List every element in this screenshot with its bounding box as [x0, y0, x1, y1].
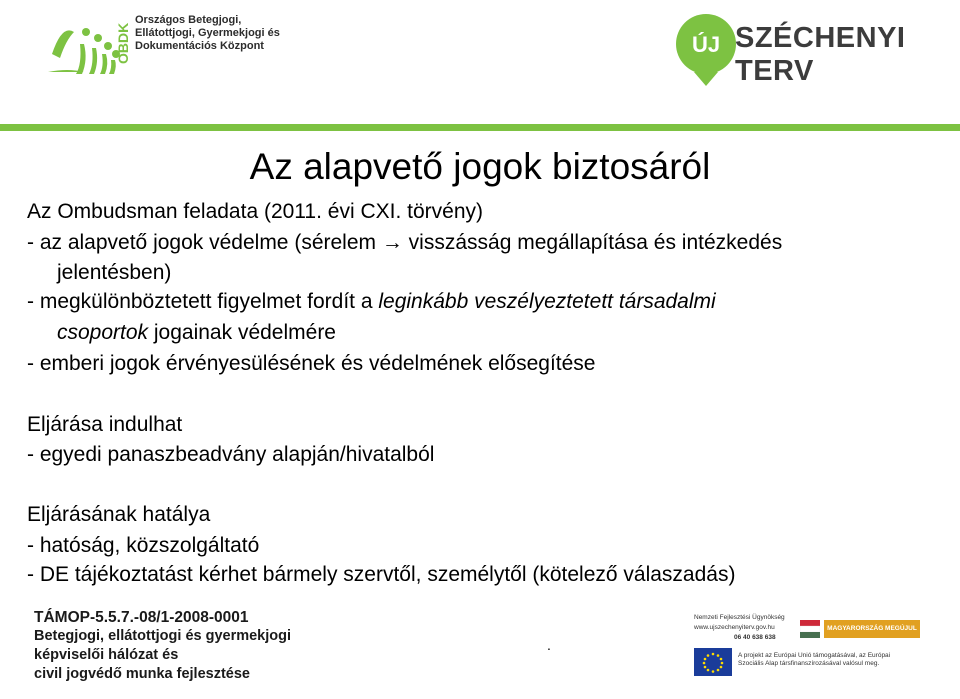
funding-block — [690, 604, 922, 688]
agency-url: www.ujszechenyiterv.gov.hu — [694, 624, 775, 631]
agency-name: Nemzeti Fejlesztési Ügynökség — [694, 614, 785, 621]
emphasis-text: leginkább veszélyeztetett társadalmi — [378, 290, 716, 313]
obdk-line: Országos Betegjogi, — [135, 14, 242, 26]
obdk-line: Ellátottjogi, Gyermekjogi és — [135, 27, 280, 39]
arrow-icon: → — [381, 231, 403, 254]
body-line: Az Ombudsman feladata (2011. évi CXI. törvény) — [27, 200, 483, 223]
slide-title: Az alapvető jogok biztosáról — [249, 146, 711, 187]
eu-note-line: A projekt az Európai Unió támogatásával, az Európai — [738, 652, 891, 659]
hungary-renews-badge: MAGYARORSZÁG MEGÚJUL — [824, 620, 920, 638]
header-divider — [0, 124, 960, 131]
szechenyi-brand: SZÉCHENYI TERV — [735, 22, 906, 87]
emphasis-text: csoportok — [57, 321, 149, 344]
stray-dot: . — [547, 637, 551, 653]
uj-badge: ÚJ — [691, 32, 721, 57]
eu-note-line: Szociális Alap társfinanszírozásával valósul meg. — [738, 660, 880, 667]
obdk-name — [135, 14, 280, 53]
section-heading: Eljárása indulhat — [27, 413, 183, 436]
text-run: - megkülönböztetett figyelmet fordít a — [27, 290, 379, 313]
body-line: - DE tájékoztatást kérhet bármely szervtől, személytől (kötelező válaszadás) — [27, 563, 736, 586]
body-line: - emberi jogok érvényesülésének és védelmének elősegítése — [27, 352, 596, 375]
obdk-line: Dokumentációs Központ — [135, 40, 264, 52]
body-line: - hatóság, közszolgáltató — [27, 534, 260, 557]
body-line: - egyedi panaszbeadvány alapján/hivatalból — [27, 443, 435, 466]
tamop-line: civil jogvédő munka fejlesztése — [34, 666, 250, 682]
tamop-line: Betegjogi, ellátottjogi és gyermekjogi — [34, 628, 292, 644]
text-run: jogainak védelmére — [148, 321, 336, 344]
hungarian-flag-icon — [800, 620, 820, 638]
agency-phone: 06 40 638 638 — [734, 634, 776, 641]
eu-funding-note — [738, 652, 922, 668]
tamop-project-info — [34, 608, 291, 684]
body-line — [57, 321, 336, 345]
body-line: jelentésben) — [57, 261, 172, 284]
body-line — [27, 290, 716, 314]
eu-flag-icon — [694, 648, 732, 676]
text-run: visszásság megállapítása és intézkedés — [402, 231, 783, 254]
body-line — [27, 231, 782, 255]
obdk-mark: OBDK — [115, 22, 131, 64]
tamop-line: képviselői hálózat és — [34, 647, 179, 663]
text-run: - az alapvető jogok védelme (sérelem — [27, 231, 382, 254]
tamop-code: TÁMOP-5.5.7.-08/1-2008-0001 — [34, 609, 249, 626]
section-heading: Eljárásának hatálya — [27, 503, 211, 526]
